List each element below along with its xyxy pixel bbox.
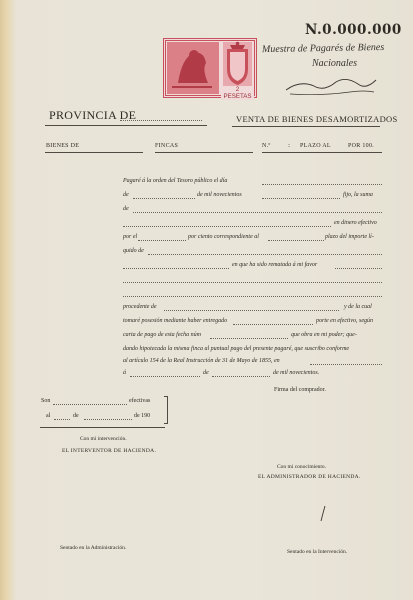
serial-number: N.0.000.000 (305, 22, 402, 38)
body-line-7: en que ha sido rematada á mi favor (232, 262, 318, 268)
body-line-10b: que obra en mi poder; que- (291, 332, 357, 338)
revenue-stamp (163, 38, 257, 98)
de-label: de (73, 413, 79, 419)
fincas-label: FINCAS (155, 143, 179, 149)
numero-label: N.º (262, 143, 271, 149)
por-label: POR 100. (348, 143, 375, 149)
handwritten-note-line2: Nacionales (312, 58, 357, 69)
footer-left: Sentado en la Administración. (60, 545, 127, 551)
stamp-value: 2 PESETAS (221, 86, 254, 100)
body-line-9a: tomaré posesión mediante haber entregado (123, 318, 228, 324)
body-line-3: de (123, 206, 129, 212)
pagare-document: N.0.000.000 2 PESETAS Muestra de Pagarés de Bienes Nacionales PROVINCIA DE VENTA DE BIENES DESAMORTIZADOS BIENES DE FINCAS N.º PLAZO AL POR 100. : Pagaré á la orden del Tesoro público el día de de mil novecientos fijo, la suma de en dinero efectivo por el por ciento correspondiente al plazo del importe lí- quido de en que ha sido rematada á mi favor procedente de y de la cual tomaré posesión mediante haber entregado porte en efectivo, según carta de pago de esta fecha núm que obra en mi poder; que- dando hipotecada la misma finca al puntual pago del presente pagaré, que suscribo conforme al artículo 154 de la Real Instrucción de 31 de Mayo de 1855, en á de de mil novecientos. Firma del comprador. Son efectivas al de de 190 Con mi intervención. EL INTERVENTOR DE HACIENDA. Con mi conocimiento. EL ADMINISTRADOR DE HACIENDA. Sentado en la Administración. Sentado en la Intervención. (0, 0, 413, 600)
body-line-13c: de mil novecientos. (273, 370, 320, 376)
administrator-note: Con mi conocimiento. (277, 464, 327, 470)
body-line-13b: de (203, 370, 209, 376)
sale-title: VENTA DE BIENES DESAMORTIZADOS (236, 114, 398, 124)
body-line-6: quido de (123, 248, 144, 254)
plazo-label: PLAZO AL (300, 143, 331, 149)
administrator-title: EL ADMINISTRADOR DE HACIENDA. (258, 474, 361, 480)
body-line-8a: procedente de (123, 304, 157, 310)
footer-right: Sentado en la Intervención. (287, 549, 348, 555)
body-line-4: en dinero efectivo (334, 220, 377, 226)
efectivas-label: efectivas (129, 398, 151, 404)
body-line-12a: al artículo 154 de la Real Instrucción de 31 de Mayo de 1855, en (123, 358, 280, 364)
body-line-2c: fijo, la suma (343, 192, 373, 198)
bienes-label: BIENES DE (46, 143, 80, 149)
body-line-10a: carta de pago de esta fecha núm (123, 332, 201, 338)
body-line-2a: de (123, 192, 129, 198)
body-line-1: Pagaré á la orden del Tesoro público el día (123, 178, 228, 184)
al-label: al (46, 413, 51, 419)
de190-label: de 190 (134, 413, 151, 419)
body-line-9b: porte en efectivo, según (316, 318, 373, 324)
body-line-5a: por el (123, 234, 138, 240)
body-line-2b: de mil novecientos (197, 192, 242, 198)
handwritten-note-line1: Muestra de Pagarés de Bienes (261, 41, 385, 56)
body-line-13a: á (123, 370, 126, 376)
body-line-11: dando hipotecada la misma finca al puntual pago del presente pagaré, que suscribo conforme (123, 346, 350, 352)
buyer-signature-label: Firma del comprador. (274, 387, 326, 393)
body-line-5b: por ciento correspondiente al (188, 234, 259, 240)
body-line-5c: plazo del importe lí- (325, 234, 374, 240)
intervention-note: Con mi intervención. (80, 436, 127, 442)
amount-bracket (164, 396, 168, 424)
signature-flourish-icon (280, 70, 380, 98)
province-label: PROVINCIA DE (49, 108, 137, 122)
body-line-8b: y de la cual (344, 304, 372, 310)
pen-mark-icon (318, 505, 328, 523)
son-label: Son (41, 398, 51, 404)
interventor-title: EL INTERVENTOR DE HACIENDA. (62, 448, 157, 454)
